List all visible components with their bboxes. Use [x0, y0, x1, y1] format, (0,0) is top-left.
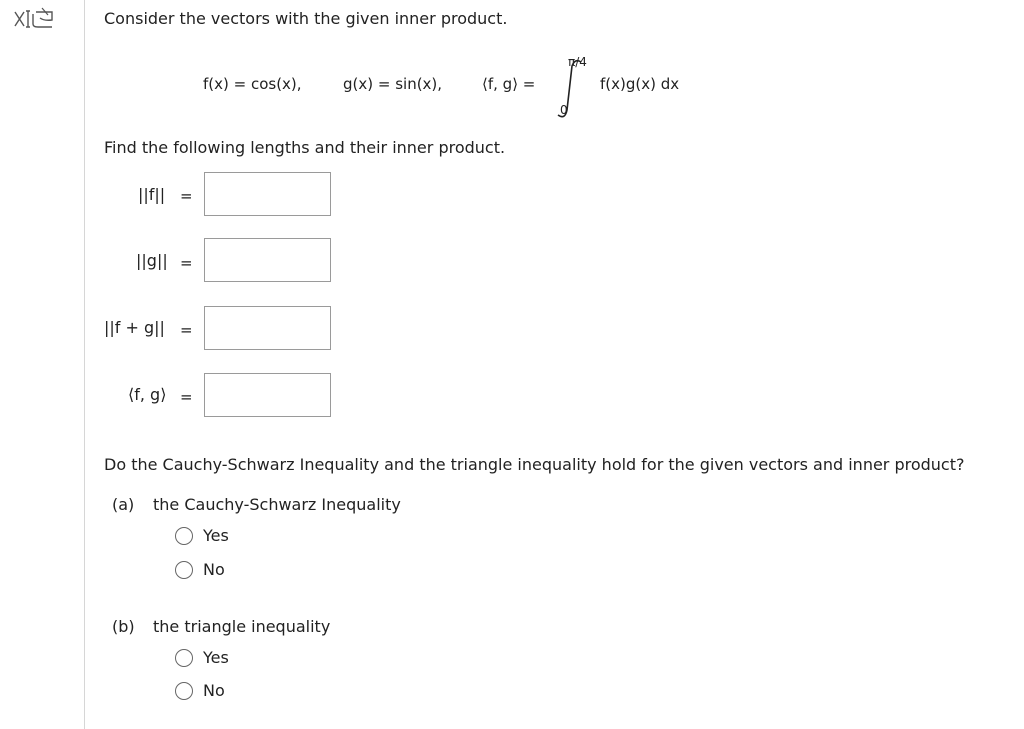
integrand: f(x)g(x) dx: [600, 75, 680, 93]
part-a-title: the Cauchy-Schwarz Inequality: [153, 495, 401, 514]
part-a-marker: (a): [112, 495, 135, 514]
g-definition: g(x) = sin(x),: [343, 75, 443, 93]
radio-button-icon[interactable]: [175, 527, 193, 545]
problem-intro: Consider the vectors with the given inner product.: [104, 9, 508, 28]
option-label: No: [203, 560, 225, 579]
integral-upper-limit: π/4: [568, 55, 587, 69]
course-logo: [12, 6, 58, 32]
inner-product-lhs: ⟨f, g⟩ =: [482, 75, 536, 93]
part-a-option-yes[interactable]: [175, 526, 229, 545]
inner-product-equals: =: [180, 388, 193, 406]
find-instructions: Find the following lengths and their inner product.: [104, 138, 506, 157]
norm-f-plus-g-input[interactable]: [204, 306, 331, 350]
inequality-question: Do the Cauchy-Schwarz Inequality and the triangle inequality hold for the given vectors and inner product?: [104, 455, 965, 474]
radio-button-icon[interactable]: [175, 682, 193, 700]
norm-f-plus-g-equals: =: [180, 321, 193, 339]
option-label: Yes: [203, 526, 229, 545]
norm-f-plus-g-label: ||f + g||: [104, 318, 165, 337]
radio-button-icon[interactable]: [175, 649, 193, 667]
norm-g-input[interactable]: [204, 238, 331, 282]
part-b-marker: (b): [112, 617, 135, 636]
inner-product-input[interactable]: [204, 373, 331, 417]
norm-g-equals: =: [180, 254, 193, 272]
part-b-option-no[interactable]: [175, 681, 225, 700]
part-b-title: the triangle inequality: [153, 617, 331, 636]
part-b-option-yes[interactable]: [175, 648, 229, 667]
option-label: Yes: [203, 648, 229, 667]
norm-f-label: ||f||: [138, 185, 166, 204]
integral-lower-limit: 0: [560, 103, 568, 117]
inner-product-label: ⟨f, g⟩: [128, 385, 167, 404]
norm-f-equals: =: [180, 187, 193, 205]
part-a-option-no[interactable]: [175, 560, 225, 579]
norm-f-input[interactable]: [204, 172, 331, 216]
f-definition: f(x) = cos(x),: [203, 75, 302, 93]
page-divider: [84, 0, 85, 729]
option-label: No: [203, 681, 225, 700]
radio-button-icon[interactable]: [175, 561, 193, 579]
norm-g-label: ||g||: [136, 251, 168, 270]
